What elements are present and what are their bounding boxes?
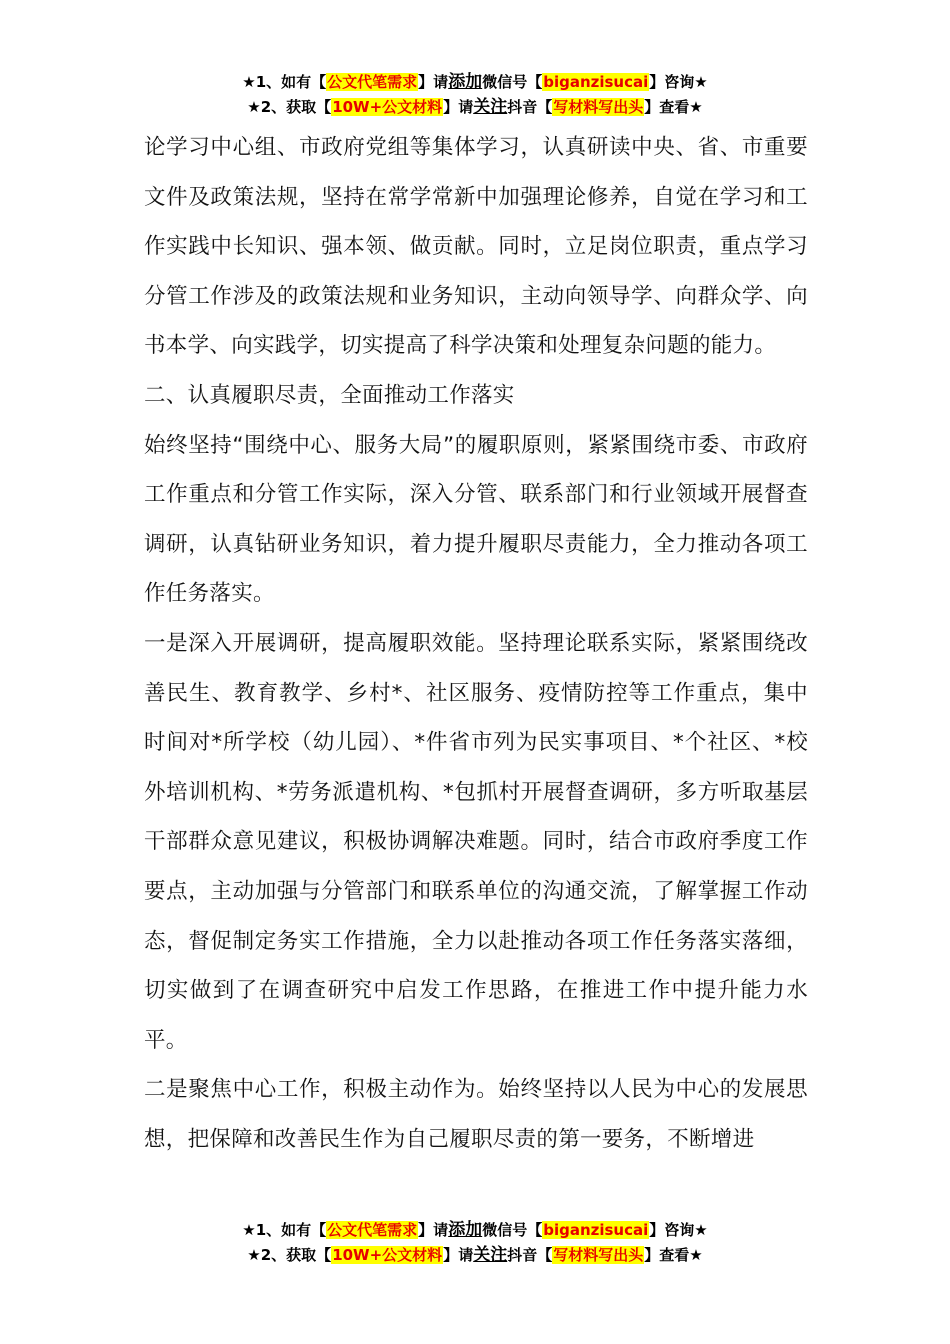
document-body (144, 123, 808, 1164)
highlight-materials: 10W+公文材料 (332, 98, 443, 116)
highlight-wechat-id: biganzisucai (543, 73, 649, 91)
banner-text: 抖音【 (507, 1246, 553, 1264)
banner-text: 关注 (473, 1245, 508, 1265)
banner-text: 】请 (418, 1221, 449, 1239)
paragraph: 二是聚焦中心工作，积极主动作为。始终坚持以人民为中心的发展思想，把保障和改善民生作为自己履职尽责的第一要务，不断增进 (144, 1077, 808, 1152)
banner-text: ★2、获取【 (247, 1246, 332, 1264)
banner-text: 】查看★ (644, 98, 703, 116)
paragraph: 一是深入开展调研，提高履职效能。坚持理论联系实际，紧紧围绕改善民生、教育教学、乡村*、社区服务、疫情防控等工作重点，集中时间对*所学校（幼儿园）、*件省市列为民实事项目、*个社区、*校外培训机构、*劳务派遣机构、*包抓村开展督查调研，多方听取基层干部群众意见建议，积极协调解决难题。同时，结合市政府季度工作要点，主动加强与分管部门和联系单位的沟通交流，了解掌握工作动态，督促制定务实工作措施，全力以赴推动各项工作任务落实落细，切实做到了在调查研究中启发工作思路，在推进工作中提升能力水平。 (144, 630, 808, 1053)
banner-text: 抖音【 (507, 98, 553, 116)
banner-text: 微信号【 (482, 73, 543, 91)
highlight-materials: 10W+公文材料 (332, 1246, 443, 1264)
footer-banner (0, 1218, 950, 1268)
highlight-douyin: 写材料写出头 (553, 1246, 644, 1264)
highlight-douyin: 写材料写出头 (553, 98, 644, 116)
header-banner (0, 70, 950, 120)
banner-text: 】咨询★ (649, 73, 708, 91)
paragraph: 始终坚持“围绕中心、服务大局”的履职原则，紧紧围绕市委、市政府工作重点和分管工作实际，深入分管、联系部门和行业领域开展督查调研，认真钻研业务知识，着力提升履职尽责能力，全力推动各项工作任务落实。 (144, 432, 808, 607)
banner-line-1 (0, 1218, 950, 1243)
section-heading: 二、认真履职尽责，全面推动工作落实 (144, 382, 515, 408)
banner-line-2 (0, 1243, 950, 1268)
banner-text: ★2、获取【 (247, 98, 332, 116)
banner-text: 添加 (448, 72, 483, 92)
banner-text: 微信号【 (482, 1221, 543, 1239)
banner-text: 】查看★ (644, 1246, 703, 1264)
banner-text: 】咨询★ (649, 1221, 708, 1239)
banner-text: 添加 (448, 1220, 483, 1240)
banner-text: ★1、如有【 (242, 73, 327, 91)
paragraph: 论学习中心组、市政府党组等集体学习，认真研读中央、省、市重要文件及政策法规，坚持在常学常新中加强理论修养，自觉在学习和工作实践中长知识、强本领、做贡献。同时，立足岗位职责，重点学习分管工作涉及的政策法规和业务知识，主动向领导学、向群众学、向书本学、向实践学，切实提高了科学决策和处理复杂问题的能力。 (144, 135, 808, 359)
banner-text: ★1、如有【 (242, 1221, 327, 1239)
banner-text: 】请 (443, 1246, 474, 1264)
highlight-ghostwriting: 公文代笔需求 (327, 1221, 418, 1239)
banner-line-1 (0, 70, 950, 95)
banner-text: 关注 (473, 97, 508, 117)
banner-text: 】请 (443, 98, 474, 116)
banner-text: 】请 (418, 73, 449, 91)
highlight-wechat-id: biganzisucai (543, 1221, 649, 1239)
banner-line-2 (0, 95, 950, 120)
highlight-ghostwriting: 公文代笔需求 (327, 73, 418, 91)
